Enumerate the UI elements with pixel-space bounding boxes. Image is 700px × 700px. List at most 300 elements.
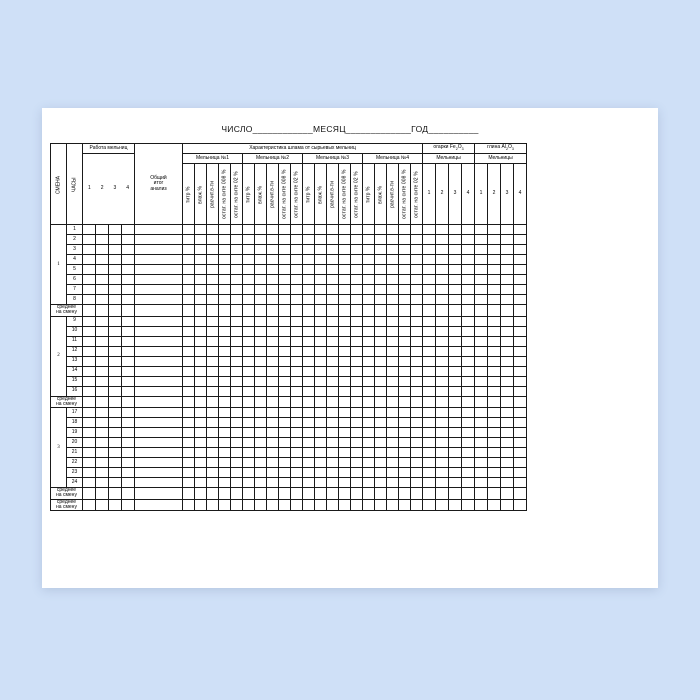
- data-cell[interactable]: [411, 326, 423, 336]
- data-cell[interactable]: [219, 468, 231, 478]
- data-cell[interactable]: [327, 499, 339, 511]
- data-cell[interactable]: [207, 316, 219, 326]
- data-cell[interactable]: [231, 295, 243, 305]
- data-cell[interactable]: [83, 396, 96, 408]
- data-cell[interactable]: [501, 356, 514, 366]
- data-cell[interactable]: [423, 408, 436, 418]
- data-cell[interactable]: [109, 376, 122, 386]
- data-cell[interactable]: [436, 499, 449, 511]
- data-cell[interactable]: [411, 275, 423, 285]
- data-cell[interactable]: [315, 488, 327, 500]
- data-cell[interactable]: [207, 265, 219, 275]
- data-cell[interactable]: [488, 438, 501, 448]
- data-cell[interactable]: [423, 245, 436, 255]
- data-cell[interactable]: [501, 468, 514, 478]
- data-cell[interactable]: [267, 305, 279, 317]
- data-cell[interactable]: [135, 386, 183, 396]
- data-cell[interactable]: [363, 265, 375, 275]
- data-cell[interactable]: [109, 346, 122, 356]
- data-cell[interactable]: [351, 366, 363, 376]
- data-cell[interactable]: [255, 346, 267, 356]
- data-cell[interactable]: [327, 245, 339, 255]
- data-cell[interactable]: [122, 235, 135, 245]
- data-cell[interactable]: [183, 336, 195, 346]
- data-cell[interactable]: [267, 499, 279, 511]
- data-cell[interactable]: [423, 255, 436, 265]
- data-cell[interactable]: [363, 346, 375, 356]
- data-cell[interactable]: [109, 265, 122, 275]
- data-cell[interactable]: [267, 275, 279, 285]
- data-cell[interactable]: [327, 478, 339, 488]
- data-cell[interactable]: [231, 346, 243, 356]
- data-cell[interactable]: [291, 478, 303, 488]
- data-cell[interactable]: [279, 438, 291, 448]
- data-cell[interactable]: [423, 265, 436, 275]
- data-cell[interactable]: [243, 366, 255, 376]
- data-cell[interactable]: [255, 438, 267, 448]
- data-cell[interactable]: [279, 458, 291, 468]
- data-cell[interactable]: [339, 448, 351, 458]
- data-cell[interactable]: [501, 438, 514, 448]
- data-cell[interactable]: [207, 295, 219, 305]
- data-cell[interactable]: [96, 305, 109, 317]
- data-cell[interactable]: [375, 396, 387, 408]
- data-cell[interactable]: [83, 386, 96, 396]
- data-cell[interactable]: [315, 428, 327, 438]
- data-cell[interactable]: [375, 316, 387, 326]
- data-cell[interactable]: [315, 316, 327, 326]
- data-cell[interactable]: [387, 265, 399, 275]
- data-cell[interactable]: [96, 295, 109, 305]
- data-cell[interactable]: [327, 468, 339, 478]
- data-cell[interactable]: [399, 396, 411, 408]
- data-cell[interactable]: [183, 245, 195, 255]
- data-cell[interactable]: [96, 326, 109, 336]
- data-cell[interactable]: [475, 255, 488, 265]
- data-cell[interactable]: [462, 386, 475, 396]
- data-cell[interactable]: [96, 488, 109, 500]
- data-cell[interactable]: [231, 285, 243, 295]
- data-cell[interactable]: [488, 285, 501, 295]
- data-cell[interactable]: [399, 336, 411, 346]
- data-cell[interactable]: [436, 245, 449, 255]
- data-cell[interactable]: [303, 418, 315, 428]
- data-cell[interactable]: [279, 346, 291, 356]
- data-cell[interactable]: [339, 478, 351, 488]
- data-cell[interactable]: [109, 225, 122, 235]
- data-cell[interactable]: [436, 336, 449, 346]
- data-cell[interactable]: [375, 336, 387, 346]
- data-cell[interactable]: [135, 438, 183, 448]
- data-cell[interactable]: [514, 295, 527, 305]
- data-cell[interactable]: [351, 356, 363, 366]
- data-cell[interactable]: [399, 245, 411, 255]
- data-cell[interactable]: [207, 366, 219, 376]
- data-cell[interactable]: [207, 458, 219, 468]
- data-cell[interactable]: [387, 346, 399, 356]
- data-cell[interactable]: [449, 265, 462, 275]
- data-cell[interactable]: [436, 235, 449, 245]
- data-cell[interactable]: [387, 448, 399, 458]
- data-cell[interactable]: [83, 255, 96, 265]
- data-cell[interactable]: [339, 225, 351, 235]
- data-cell[interactable]: [436, 326, 449, 336]
- data-cell[interactable]: [501, 428, 514, 438]
- data-cell[interactable]: [475, 468, 488, 478]
- data-cell[interactable]: [279, 275, 291, 285]
- data-cell[interactable]: [462, 295, 475, 305]
- data-cell[interactable]: [501, 305, 514, 317]
- data-cell[interactable]: [514, 386, 527, 396]
- data-cell[interactable]: [183, 295, 195, 305]
- data-cell[interactable]: [339, 275, 351, 285]
- data-cell[interactable]: [449, 285, 462, 295]
- data-cell[interactable]: [351, 336, 363, 346]
- data-cell[interactable]: [399, 458, 411, 468]
- data-cell[interactable]: [243, 225, 255, 235]
- data-cell[interactable]: [501, 295, 514, 305]
- data-cell[interactable]: [135, 428, 183, 438]
- data-cell[interactable]: [399, 408, 411, 418]
- data-cell[interactable]: [399, 235, 411, 245]
- data-cell[interactable]: [219, 428, 231, 438]
- data-cell[interactable]: [514, 305, 527, 317]
- data-cell[interactable]: [462, 285, 475, 295]
- data-cell[interactable]: [436, 468, 449, 478]
- data-cell[interactable]: [399, 376, 411, 386]
- data-cell[interactable]: [231, 336, 243, 346]
- data-cell[interactable]: [267, 396, 279, 408]
- data-cell[interactable]: [267, 336, 279, 346]
- data-cell[interactable]: [363, 418, 375, 428]
- data-cell[interactable]: [135, 418, 183, 428]
- data-cell[interactable]: [339, 458, 351, 468]
- data-cell[interactable]: [363, 408, 375, 418]
- data-cell[interactable]: [135, 235, 183, 245]
- data-cell[interactable]: [449, 356, 462, 366]
- data-cell[interactable]: [183, 499, 195, 511]
- data-cell[interactable]: [122, 295, 135, 305]
- data-cell[interactable]: [423, 316, 436, 326]
- data-cell[interactable]: [363, 468, 375, 478]
- data-cell[interactable]: [411, 448, 423, 458]
- data-cell[interactable]: [315, 408, 327, 418]
- data-cell[interactable]: [183, 326, 195, 336]
- data-cell[interactable]: [411, 336, 423, 346]
- data-cell[interactable]: [423, 275, 436, 285]
- data-cell[interactable]: [255, 265, 267, 275]
- data-cell[interactable]: [83, 499, 96, 511]
- data-cell[interactable]: [83, 225, 96, 235]
- data-cell[interactable]: [207, 428, 219, 438]
- data-cell[interactable]: [255, 366, 267, 376]
- data-cell[interactable]: [411, 418, 423, 428]
- data-cell[interactable]: [399, 428, 411, 438]
- data-cell[interactable]: [279, 316, 291, 326]
- data-cell[interactable]: [291, 225, 303, 235]
- data-cell[interactable]: [449, 336, 462, 346]
- data-cell[interactable]: [375, 275, 387, 285]
- data-cell[interactable]: [109, 458, 122, 468]
- data-cell[interactable]: [462, 478, 475, 488]
- data-cell[interactable]: [387, 356, 399, 366]
- data-cell[interactable]: [501, 225, 514, 235]
- data-cell[interactable]: [363, 305, 375, 317]
- data-cell[interactable]: [279, 448, 291, 458]
- data-cell[interactable]: [475, 235, 488, 245]
- data-cell[interactable]: [109, 275, 122, 285]
- data-cell[interactable]: [83, 488, 96, 500]
- data-cell[interactable]: [109, 336, 122, 346]
- data-cell[interactable]: [243, 295, 255, 305]
- data-cell[interactable]: [303, 326, 315, 336]
- data-cell[interactable]: [83, 295, 96, 305]
- data-cell[interactable]: [501, 235, 514, 245]
- data-cell[interactable]: [315, 356, 327, 366]
- data-cell[interactable]: [387, 376, 399, 386]
- data-cell[interactable]: [339, 305, 351, 317]
- data-cell[interactable]: [501, 255, 514, 265]
- data-cell[interactable]: [411, 356, 423, 366]
- data-cell[interactable]: [488, 305, 501, 317]
- data-cell[interactable]: [267, 356, 279, 366]
- data-cell[interactable]: [363, 255, 375, 265]
- data-cell[interactable]: [436, 448, 449, 458]
- data-cell[interactable]: [436, 396, 449, 408]
- data-cell[interactable]: [449, 225, 462, 235]
- data-cell[interactable]: [96, 225, 109, 235]
- data-cell[interactable]: [423, 488, 436, 500]
- data-cell[interactable]: [488, 499, 501, 511]
- data-cell[interactable]: [83, 458, 96, 468]
- data-cell[interactable]: [243, 336, 255, 346]
- data-cell[interactable]: [219, 346, 231, 356]
- data-cell[interactable]: [488, 225, 501, 235]
- data-cell[interactable]: [375, 346, 387, 356]
- data-cell[interactable]: [219, 225, 231, 235]
- data-cell[interactable]: [501, 346, 514, 356]
- data-cell[interactable]: [339, 386, 351, 396]
- data-cell[interactable]: [514, 225, 527, 235]
- data-cell[interactable]: [436, 438, 449, 448]
- data-cell[interactable]: [462, 488, 475, 500]
- data-cell[interactable]: [475, 478, 488, 488]
- data-cell[interactable]: [279, 356, 291, 366]
- data-cell[interactable]: [122, 305, 135, 317]
- data-cell[interactable]: [449, 386, 462, 396]
- data-cell[interactable]: [449, 418, 462, 428]
- data-cell[interactable]: [375, 356, 387, 366]
- data-cell[interactable]: [387, 386, 399, 396]
- data-cell[interactable]: [267, 438, 279, 448]
- data-cell[interactable]: [462, 225, 475, 235]
- data-cell[interactable]: [207, 346, 219, 356]
- data-cell[interactable]: [339, 245, 351, 255]
- data-cell[interactable]: [475, 346, 488, 356]
- data-cell[interactable]: [339, 366, 351, 376]
- data-cell[interactable]: [135, 336, 183, 346]
- data-cell[interactable]: [399, 285, 411, 295]
- data-cell[interactable]: [514, 265, 527, 275]
- data-cell[interactable]: [219, 488, 231, 500]
- data-cell[interactable]: [449, 458, 462, 468]
- data-cell[interactable]: [449, 488, 462, 500]
- data-cell[interactable]: [207, 225, 219, 235]
- data-cell[interactable]: [363, 478, 375, 488]
- data-cell[interactable]: [122, 468, 135, 478]
- data-cell[interactable]: [449, 305, 462, 317]
- data-cell[interactable]: [411, 499, 423, 511]
- data-cell[interactable]: [303, 245, 315, 255]
- data-cell[interactable]: [351, 418, 363, 428]
- data-cell[interactable]: [195, 295, 207, 305]
- data-cell[interactable]: [207, 336, 219, 346]
- data-cell[interactable]: [327, 225, 339, 235]
- data-cell[interactable]: [351, 499, 363, 511]
- data-cell[interactable]: [219, 356, 231, 366]
- data-cell[interactable]: [96, 458, 109, 468]
- data-cell[interactable]: [423, 305, 436, 317]
- data-cell[interactable]: [207, 488, 219, 500]
- data-cell[interactable]: [475, 418, 488, 428]
- data-cell[interactable]: [291, 316, 303, 326]
- data-cell[interactable]: [96, 468, 109, 478]
- data-cell[interactable]: [303, 468, 315, 478]
- data-cell[interactable]: [291, 376, 303, 386]
- data-cell[interactable]: [475, 386, 488, 396]
- data-cell[interactable]: [96, 255, 109, 265]
- data-cell[interactable]: [135, 499, 183, 511]
- data-cell[interactable]: [514, 408, 527, 418]
- data-cell[interactable]: [207, 356, 219, 366]
- data-cell[interactable]: [279, 478, 291, 488]
- data-cell[interactable]: [122, 285, 135, 295]
- data-cell[interactable]: [375, 285, 387, 295]
- data-cell[interactable]: [96, 418, 109, 428]
- data-cell[interactable]: [399, 316, 411, 326]
- data-cell[interactable]: [243, 448, 255, 458]
- data-cell[interactable]: [303, 408, 315, 418]
- data-cell[interactable]: [411, 376, 423, 386]
- data-cell[interactable]: [109, 245, 122, 255]
- data-cell[interactable]: [488, 275, 501, 285]
- data-cell[interactable]: [351, 428, 363, 438]
- data-cell[interactable]: [363, 448, 375, 458]
- data-cell[interactable]: [183, 418, 195, 428]
- data-cell[interactable]: [315, 438, 327, 448]
- data-cell[interactable]: [135, 448, 183, 458]
- data-cell[interactable]: [183, 265, 195, 275]
- data-cell[interactable]: [122, 428, 135, 438]
- data-cell[interactable]: [279, 255, 291, 265]
- data-cell[interactable]: [303, 265, 315, 275]
- data-cell[interactable]: [462, 438, 475, 448]
- data-cell[interactable]: [411, 265, 423, 275]
- data-cell[interactable]: [327, 255, 339, 265]
- data-cell[interactable]: [411, 468, 423, 478]
- data-cell[interactable]: [375, 255, 387, 265]
- data-cell[interactable]: [231, 468, 243, 478]
- data-cell[interactable]: [411, 255, 423, 265]
- data-cell[interactable]: [339, 316, 351, 326]
- data-cell[interactable]: [423, 366, 436, 376]
- data-cell[interactable]: [109, 285, 122, 295]
- data-cell[interactable]: [291, 396, 303, 408]
- data-cell[interactable]: [303, 376, 315, 386]
- data-cell[interactable]: [135, 285, 183, 295]
- data-cell[interactable]: [399, 386, 411, 396]
- data-cell[interactable]: [267, 448, 279, 458]
- data-cell[interactable]: [195, 255, 207, 265]
- data-cell[interactable]: [303, 478, 315, 488]
- data-cell[interactable]: [363, 356, 375, 366]
- data-cell[interactable]: [375, 488, 387, 500]
- data-cell[interactable]: [411, 346, 423, 356]
- data-cell[interactable]: [488, 366, 501, 376]
- data-cell[interactable]: [83, 438, 96, 448]
- data-cell[interactable]: [449, 428, 462, 438]
- data-cell[interactable]: [207, 275, 219, 285]
- data-cell[interactable]: [255, 458, 267, 468]
- data-cell[interactable]: [501, 285, 514, 295]
- data-cell[interactable]: [255, 356, 267, 366]
- data-cell[interactable]: [449, 326, 462, 336]
- data-cell[interactable]: [255, 225, 267, 235]
- data-cell[interactable]: [488, 408, 501, 418]
- data-cell[interactable]: [411, 408, 423, 418]
- data-cell[interactable]: [279, 376, 291, 386]
- data-cell[interactable]: [255, 275, 267, 285]
- data-cell[interactable]: [135, 356, 183, 366]
- data-cell[interactable]: [109, 478, 122, 488]
- data-cell[interactable]: [351, 448, 363, 458]
- data-cell[interactable]: [315, 418, 327, 428]
- data-cell[interactable]: [387, 438, 399, 448]
- data-cell[interactable]: [83, 326, 96, 336]
- data-cell[interactable]: [267, 316, 279, 326]
- data-cell[interactable]: [183, 235, 195, 245]
- data-cell[interactable]: [231, 458, 243, 468]
- data-cell[interactable]: [436, 418, 449, 428]
- data-cell[interactable]: [462, 316, 475, 326]
- data-cell[interactable]: [279, 235, 291, 245]
- data-cell[interactable]: [303, 458, 315, 468]
- data-cell[interactable]: [462, 265, 475, 275]
- data-cell[interactable]: [96, 408, 109, 418]
- data-cell[interactable]: [291, 408, 303, 418]
- data-cell[interactable]: [315, 285, 327, 295]
- data-cell[interactable]: [351, 488, 363, 500]
- data-cell[interactable]: [449, 275, 462, 285]
- data-cell[interactable]: [291, 386, 303, 396]
- data-cell[interactable]: [195, 418, 207, 428]
- data-cell[interactable]: [315, 295, 327, 305]
- data-cell[interactable]: [399, 418, 411, 428]
- data-cell[interactable]: [195, 326, 207, 336]
- data-cell[interactable]: [183, 428, 195, 438]
- data-cell[interactable]: [436, 488, 449, 500]
- data-cell[interactable]: [122, 275, 135, 285]
- data-cell[interactable]: [411, 386, 423, 396]
- data-cell[interactable]: [327, 408, 339, 418]
- data-cell[interactable]: [279, 245, 291, 255]
- data-cell[interactable]: [267, 245, 279, 255]
- data-cell[interactable]: [109, 428, 122, 438]
- data-cell[interactable]: [514, 499, 527, 511]
- data-cell[interactable]: [122, 336, 135, 346]
- data-cell[interactable]: [399, 275, 411, 285]
- data-cell[interactable]: [315, 275, 327, 285]
